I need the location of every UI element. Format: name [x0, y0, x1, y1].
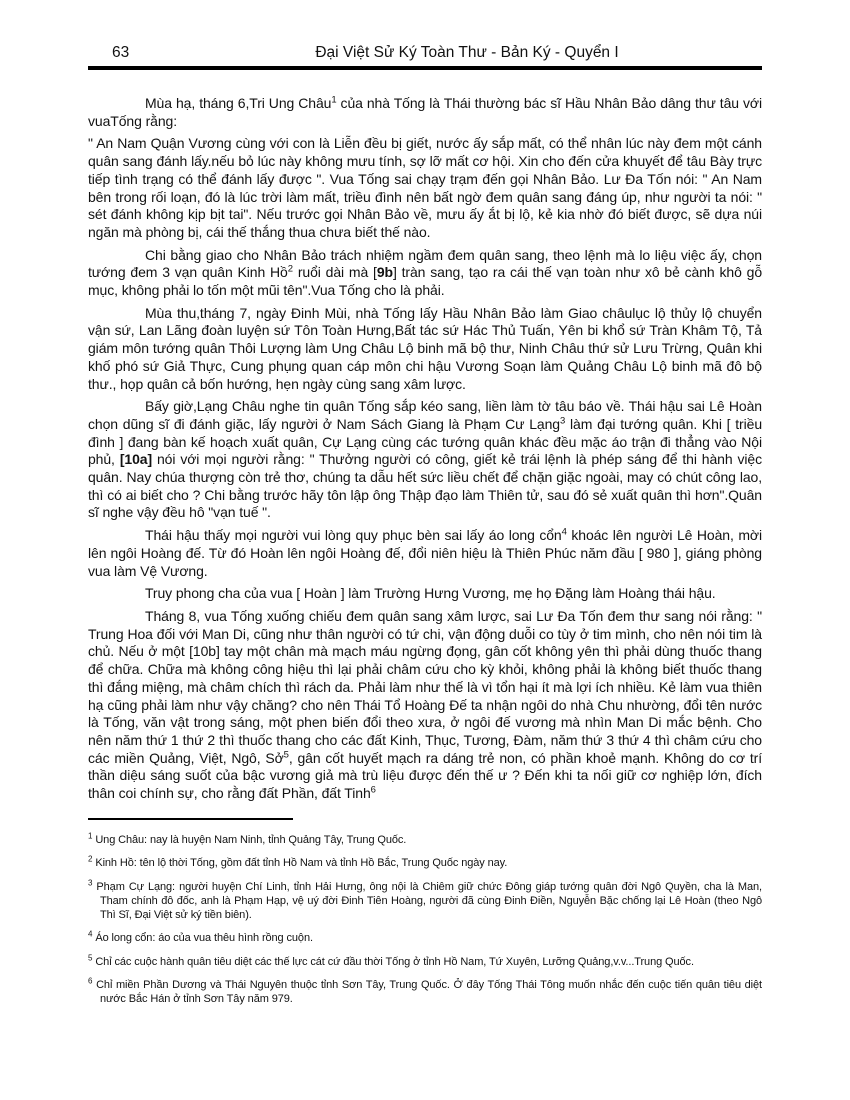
footnotes: [88, 833, 762, 1007]
footnote-ref: 3: [560, 415, 566, 427]
footnote-text: Áo long cổn: áo của vua thêu hình rồng cuộn.: [95, 932, 313, 945]
footnote-marker: 5: [88, 953, 93, 963]
footnote-marker: 4: [88, 929, 93, 939]
footnote-marker: 1: [88, 831, 93, 841]
text-segment: của nhà Tống là Thái thường bác sĩ Hầu Nhân Bảo dâng thư tâu với vuaTống rằng:: [88, 95, 762, 129]
body-paragraph: [88, 305, 762, 394]
text-segment: ] tràn sang, tạo ra cái thế vạn toàn như xô bẻ cành khô gỗ mục, không phải lo tốn một mũi tên".Vua Tống cho là phải.: [88, 264, 763, 299]
footnote-text: Chỉ miền Phần Dương và Thái Nguyên thuộc tỉnh Sơn Tây, Trung Quốc. Ở đây Tống Thái Tông muốn nhắc đến cuộc tiến quân tiêu diệt nước Bắc Hán ở tỉnh Sơn Tây năm 979.: [96, 979, 762, 1006]
text-segment: , gân cốt huyết mạch ra dáng trẻ non, có phần khoẻ mạnh. Không do cơ trí thần diệu sáng suốt của bậc vương giả mà trù liệu được đến thế ư ? Đến khi ta nối giữ cơ nghiệp lớn, đích thân coi chính sự, cho rằng đất Phần, đất Tinh: [88, 749, 762, 802]
page-header: [88, 44, 762, 62]
text-segment: Mùa hạ, tháng 6,Tri Ung Châu: [145, 95, 332, 111]
text-segment: Bấy giờ,Lạng Châu nghe tin quân Tống sắp kéo sang, liền làm tờ tâu báo về. Thái hậu sai Lê Hoàn chọn dũng sĩ đi đánh giặc, lấy người ở Nam Sách Giang là Phạm Cư Lạng: [88, 398, 762, 432]
footnote-text: Kinh Hồ: tên lộ thời Tống, gồm đất tỉnh Hồ Nam và tỉnh Hồ Bắc, Trung Quốc ngày nay.: [95, 857, 508, 870]
text-segment: nói với mọi người rằng: " Thưởng người có công, giết kẻ trái lệnh là phép sáng để thi hành việc quân. Nay chúa thượng còn trẻ thơ, chúng ta dẫu hết sức liều chết để chặn giặc ngoài, may có chút công lao, thì có ai biết cho ? Chi bằng trước hãy tôn lập ông Thập đạo làm Thiên tử, sau đó sẻ xuất quân thì hơn".Quân sĩ nghe vậy đều hô "vạn tuế ".: [88, 451, 762, 521]
footnote: [88, 931, 762, 945]
footnote-ref: 2: [287, 263, 293, 275]
folio-marker: [10a]: [119, 451, 153, 468]
footnote-ref: 1: [331, 94, 337, 106]
body-paragraph: [88, 585, 762, 603]
footnote-separator: [88, 818, 293, 820]
text-segment: ruổi dài mà [: [292, 264, 377, 281]
footnote-text: Ung Châu: nay là huyện Nam Ninh, tỉnh Quảng Tây, Trung Quốc.: [95, 833, 407, 846]
footnote-ref: 4: [561, 526, 567, 538]
text-segment: Thái hậu thấy mọi người vui lòng quy phục bèn sai lấy áo long cổn: [145, 527, 562, 544]
footnote-marker: 2: [88, 854, 93, 864]
footnote-marker: 6: [88, 976, 93, 986]
body-paragraph: [88, 398, 762, 522]
body-paragraph: [88, 527, 762, 580]
text-segment: Tháng 8, vua Tống xuống chiếu đem quân sang xâm lược, sai Lư Đa Tốn đem thư sang nói rằng: " Trung Hoa đối với Man Di, cũng như thân người có tứ chi, vận động duỗi co tùy ở tim mình, cho nên nói tim là chủ. Nếu ở một [10b] tay một chân mà mạch máu ngừng đọng, gân cốt không yên thì phải dùng thuốc thang để chữa. Chữa mà không công hiệu thì lại phải châm cứu cho kỳ khỏi, không phải là không biết thuốc thang thì đắng miệng, mà châm chích thì rách da. Phải làm như thế là vì tổn hại ít mà lợi ích nhiều. Kẻ làm vua thiên hạ cũng phải làm như vậy chăng? cho nên Thái Tổ Hoàng Đế ta nhận ngôi do nhà Chu nhường, đổi tên nước là Tống, văn vật trong sáng, một phen biến đổi theo xưa, ở ngôi đế vương mà nhìn Man Di mắc bệnh. Cho nên năm thứ 1 thứ 2 thì thuốc thang cho các đất Kinh, Thục, Tương, Đàm, năm thứ 3 thứ 4 thì châm cứu cho các miền Quảng, Việt, Ngô, Sở: [88, 607, 762, 766]
text-segment: Mùa thu,tháng 7, ngày Đinh Mùi, nhà Tống lấy Hầu Nhân Bảo làm Giao châulục lộ thủy lộ chuyển vận sứ, Lan Lãng đoàn luyện sứ Tôn Toàn Hưng,Bất tác sứ Hác Thủ Tuấn, Yên bi khổ sứ Tràn Khâm Tộ, Tả giám môn tướng quân Thôi Lượng làm Ung Châu Lộ binh mã bộ thư, Ninh Châu thứ sử Lưu Trừng, Quân khi khố phó sứ Giả Thực, Cung phụng quan cáp môn chi hậu Vương Soạn làm Quảng Châu Lộ binh mã đô bộ thư., họp quân cả bốn hướng, hẹn ngày cùng sang xâm lược.: [88, 304, 762, 392]
footnote: [88, 880, 762, 922]
header-rule: [88, 66, 762, 70]
text-segment: khoác lên người Lê Hoàn, mời lên ngôi Hoàng đế. Từ đó Hoàn lên ngôi Hoàng đế, đổi niên hiệu là Thiên Phúc năm đầu [ 980 ], giáng phòng vua làm Vệ Vương.: [88, 527, 762, 579]
page-title: Đại Việt Sử Ký Toàn Thư - Bản Ký - Quyển I: [315, 44, 619, 61]
body-paragraph: [88, 135, 762, 241]
footnote: [88, 978, 762, 1006]
text-segment: Chi bằng giao cho Nhân Bảo trách nhiệm ngầm đem quân sang, theo lệnh mà lo liệu việc ấy, chọn tướng đem 3 vạn quân Kinh Hồ: [88, 246, 762, 281]
text-segment: " An Nam Quận Vương cùng với con là Liễn đều bị giết, nước ấy sắp mất, có thể nhân lúc này đem một cánh quân sang đánh lấy.nếu bỏ lúc này không mưu tính, sợ lỡ mất cơ hội. Xin cho đến cửa khuyết để tâu Bày trực tiếp tình trạng có thể đánh lấy được ". Vua Tống sai chạy trạm đến gọi Nhân Bảo. Lư Đa Tốn nói: " An Nam bên trong rối loạn, đó là lúc trời làm mất, triều đình nên bất ngờ đem quân sang đáng úp, như người ta nói: " sét đánh không kịp bịt tai". Nếu trước gọi Nhân Bảo về, mưu ấy ắt bị lộ, kẻ kia nhờ đó biết được, sẽ dựa núi ngăn mà phòng bị, cái thế thắng thua chưa biết thế nào.: [88, 135, 762, 240]
text-segment: Truy phong cha của vua [ Hoàn ] làm Trường Hưng Vương, mẹ họ Đặng làm Hoàng thái hậu.: [145, 585, 716, 602]
footnote-text: Phạm Cự Lạng: người huyện Chí Linh, tỉnh Hải Hưng, ông nội là Chiêm giữ chức Đông giáp tướng quân đời Ngô Quyền, cha là Man, Tham chính đô đốc, anh là Phạm Hạp, vệ uý đời Đinh Tiên Hoàng, người đã cùng Đinh Điền, Nguyễn Bặc chống lại Lê Hoàn (theo Ngô Thì Sĩ, Đại Việt sử ký tiền biên).: [96, 880, 762, 921]
body-text: [88, 95, 762, 803]
text-segment: làm đại tướng quân. Khi [ triều đình ] đang bàn kế hoạch xuất quân, Cự Lạng cùng các tướng quân khác đều mặc áo trận đi thẳng vào Nội phủ,: [88, 415, 763, 468]
footnote-ref: 5: [283, 748, 289, 760]
footnote-text: Chỉ các cuộc hành quân tiêu diệt các thế lực cát cứ đầu thời Tống ở tỉnh Hồ Nam, Tứ Xuyên, Lưỡng Quảng,v.v...Trung Quốc.: [95, 955, 694, 968]
footnote-ref: 6: [370, 784, 376, 796]
footnote: [88, 955, 762, 969]
footnote: [88, 856, 762, 870]
body-paragraph: [88, 95, 762, 130]
body-paragraph: [88, 608, 762, 803]
page-number: 63: [112, 44, 130, 61]
folio-marker: 9b: [376, 264, 393, 281]
footnote: [88, 833, 762, 847]
footnote-marker: 3: [88, 878, 93, 888]
body-paragraph: [88, 247, 762, 300]
